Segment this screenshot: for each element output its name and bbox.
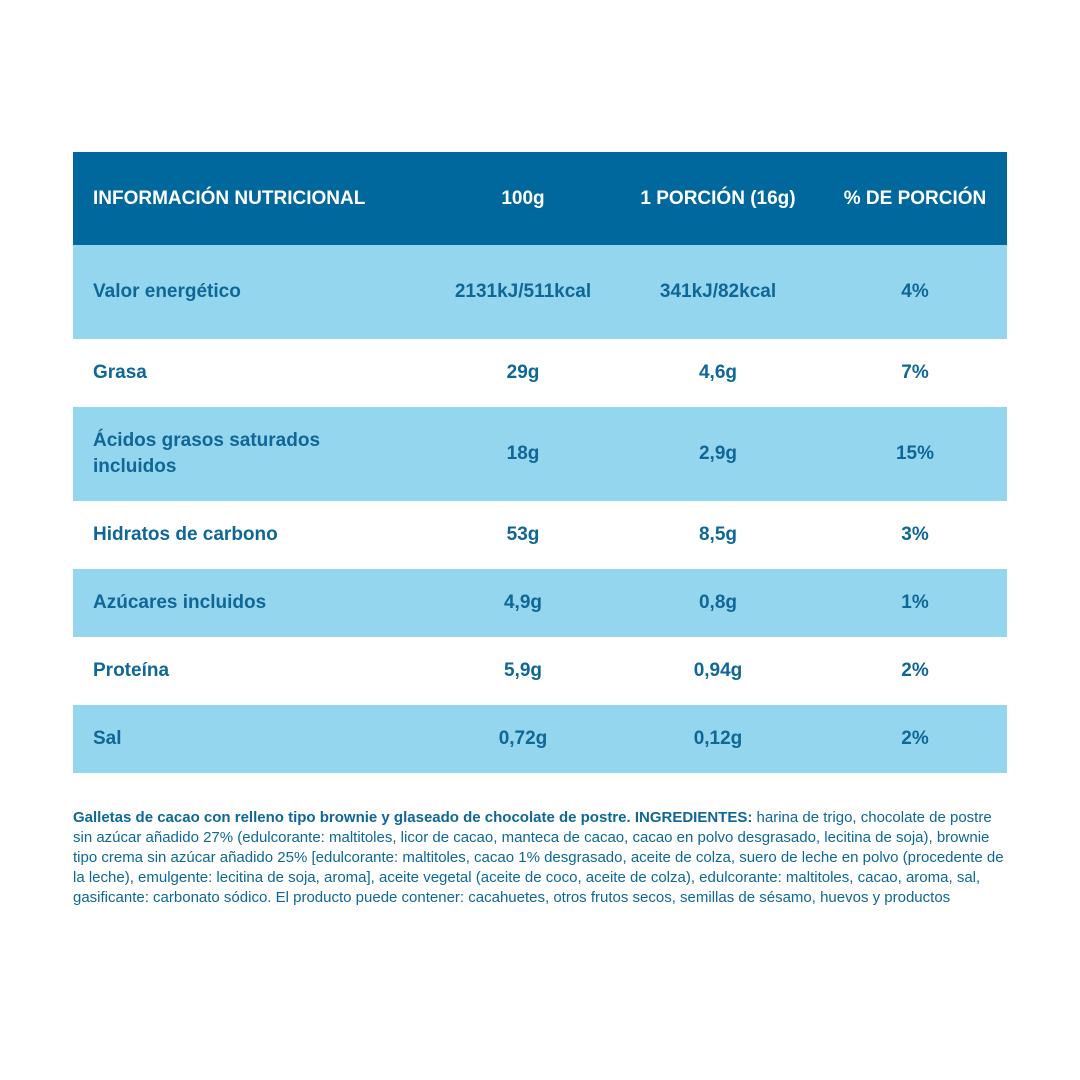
value-per-100g: 0,72g [498,728,548,749]
nutrient-name: Valor energético [93,281,241,302]
value-per-portion: 0,12g [693,728,743,749]
value-percent: 2% [901,660,929,681]
value-per-100g: 2131kJ/511kcal [454,281,592,302]
nutrient-name: Sal [93,728,122,749]
table-row [73,339,1007,407]
header-nutrition-info: INFORMACIÓN NUTRICIONAL [93,187,366,209]
value-per-portion: 2,9g [698,443,738,464]
value-per-100g: 4,9g [503,592,543,613]
value-per-portion: 8,5g [698,524,738,545]
table-row [73,637,1007,705]
value-per-100g: 29g [506,362,540,383]
value-per-portion: 4,6g [698,362,738,383]
value-percent: 3% [901,524,929,545]
nutrient-name: Hidratos de carbono [93,524,278,545]
table-row [73,407,1007,501]
table-row [73,245,1007,339]
ingredients-text: harina de trigo, chocolate de postre sin azúcar añadido 27% (edulcorante: maltitoles, licor de cacao, manteca de cacao, cacao en polvo desgrasado, lecitina de soja), brownie tipo crema sin azúcar añadido 25% [edulcorante: maltitoles, cacao 1% desgrasado, aceite de colza, suero de leche en polvo (procedente de la leche), emulgente: lecitina de soja, aroma], aceite vegetal (aceite de coco, aceite de colza), edulcorante: maltitoles, cacao, aroma, sal, gasificante: carbonato sódico. El producto puede contener: cacahuetes, otros frutos secos, semillas de sésamo, huevos y productos [73,809,1004,906]
nutrient-name: Proteína [93,660,170,681]
value-per-100g: 18g [506,443,540,464]
nutrient-name: Azúcares incluidos [93,592,267,613]
nutrient-name: Grasa [93,362,147,383]
value-per-100g: 53g [506,524,540,545]
nutrient-name: Ácidos grasos saturados incluidos [93,430,321,477]
value-percent: 2% [901,728,929,749]
value-per-portion: 0,94g [693,660,743,681]
value-percent: 1% [901,592,929,613]
table-row [73,705,1007,773]
value-percent: 4% [901,281,929,302]
header-per-portion: 1 PORCIÓN (16g) [640,187,796,209]
value-per-100g: 5,9g [503,660,543,681]
header-per-100g: 100g [501,187,545,209]
table-header [73,152,1007,245]
header-percent-portion: % DE PORCIÓN [843,187,987,209]
ingredients-paragraph [73,808,1007,908]
table-row [73,501,1007,569]
value-per-portion: 341kJ/82kcal [659,281,777,302]
table-row [73,569,1007,637]
value-per-portion: 0,8g [698,592,738,613]
nutrition-table [73,152,1007,773]
value-percent: 7% [901,362,929,383]
ingredients-lead: Galletas de cacao con relleno tipo brownie y glaseado de chocolate de postre. INGREDIENTES: [73,809,753,826]
value-percent: 15% [895,443,935,464]
